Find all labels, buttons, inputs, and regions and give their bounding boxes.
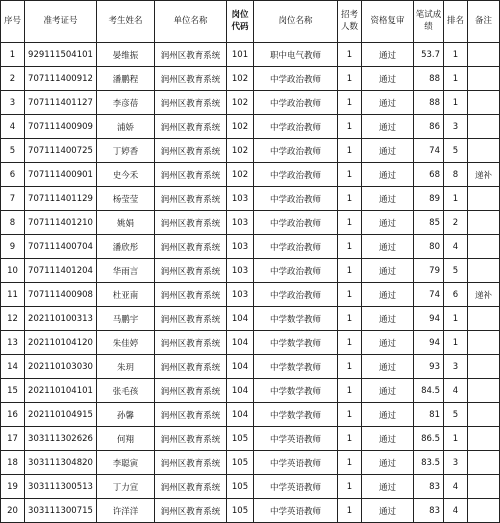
cell-name: 晏维振 bbox=[97, 43, 155, 67]
cell-rank: 4 bbox=[444, 235, 468, 259]
header-post-code-line2: 代码 bbox=[231, 21, 249, 32]
cell-exam-no: 303111304820 bbox=[25, 451, 97, 475]
cell-seq: 15 bbox=[1, 379, 25, 403]
table-row bbox=[1, 43, 500, 67]
cell-name: 何翔 bbox=[97, 427, 155, 451]
cell-post-name: 职中电气教师 bbox=[254, 43, 338, 67]
table-row bbox=[1, 259, 500, 283]
cell-seq: 14 bbox=[1, 355, 25, 379]
table-row bbox=[1, 403, 500, 427]
cell-post-name: 中学政治教师 bbox=[254, 115, 338, 139]
cell-note: 递补 bbox=[468, 163, 500, 187]
cell-name: 潘鹏程 bbox=[97, 67, 155, 91]
cell-post-name: 中学政治教师 bbox=[254, 187, 338, 211]
cell-rank: 5 bbox=[444, 403, 468, 427]
cell-seq: 5 bbox=[1, 139, 25, 163]
table-row bbox=[1, 307, 500, 331]
cell-hire-count: 1 bbox=[338, 139, 362, 163]
cell-review: 通过 bbox=[362, 187, 414, 211]
table-header-row bbox=[1, 1, 500, 43]
cell-note bbox=[468, 139, 500, 163]
cell-seq: 2 bbox=[1, 67, 25, 91]
cell-post-code: 104 bbox=[227, 379, 254, 403]
header-rank: 排名 bbox=[444, 1, 468, 43]
table-row bbox=[1, 187, 500, 211]
cell-post-code: 103 bbox=[227, 283, 254, 307]
cell-unit: 润州区教育系统 bbox=[155, 43, 227, 67]
cell-review: 通过 bbox=[362, 379, 414, 403]
cell-review: 通过 bbox=[362, 43, 414, 67]
cell-exam-no: 303111302626 bbox=[25, 427, 97, 451]
cell-exam-no: 202110104915 bbox=[25, 403, 97, 427]
cell-name: 孙馨 bbox=[97, 403, 155, 427]
table-row bbox=[1, 211, 500, 235]
cell-exam-no: 707111400912 bbox=[25, 67, 97, 91]
cell-unit: 润州区教育系统 bbox=[155, 379, 227, 403]
cell-review: 通过 bbox=[362, 403, 414, 427]
cell-name: 姚娟 bbox=[97, 211, 155, 235]
cell-exam-no: 929111504101 bbox=[25, 43, 97, 67]
table-row bbox=[1, 235, 500, 259]
header-score bbox=[414, 1, 444, 43]
table-row bbox=[1, 91, 500, 115]
cell-unit: 润州区教育系统 bbox=[155, 283, 227, 307]
cell-unit: 润州区教育系统 bbox=[155, 235, 227, 259]
cell-seq: 8 bbox=[1, 211, 25, 235]
cell-name: 华雨言 bbox=[97, 259, 155, 283]
cell-rank: 2 bbox=[444, 211, 468, 235]
cell-post-code: 104 bbox=[227, 403, 254, 427]
cell-post-name: 中学政治教师 bbox=[254, 139, 338, 163]
cell-review: 通过 bbox=[362, 451, 414, 475]
cell-unit: 润州区教育系统 bbox=[155, 475, 227, 499]
cell-review: 通过 bbox=[362, 211, 414, 235]
cell-rank: 4 bbox=[444, 379, 468, 403]
cell-hire-count: 1 bbox=[338, 403, 362, 427]
cell-exam-no: 303111300513 bbox=[25, 475, 97, 499]
header-note: 备注 bbox=[468, 1, 500, 43]
cell-post-code: 104 bbox=[227, 331, 254, 355]
cell-rank: 6 bbox=[444, 283, 468, 307]
cell-review: 通过 bbox=[362, 67, 414, 91]
header-unit: 单位名称 bbox=[155, 1, 227, 43]
cell-post-code: 102 bbox=[227, 91, 254, 115]
cell-post-code: 104 bbox=[227, 307, 254, 331]
cell-unit: 润州区教育系统 bbox=[155, 91, 227, 115]
cell-note bbox=[468, 379, 500, 403]
cell-score: 80 bbox=[414, 235, 444, 259]
cell-review: 通过 bbox=[362, 91, 414, 115]
cell-note bbox=[468, 91, 500, 115]
cell-post-name: 中学政治教师 bbox=[254, 91, 338, 115]
cell-note bbox=[468, 187, 500, 211]
table-row bbox=[1, 499, 500, 523]
cell-exam-no: 707111400704 bbox=[25, 235, 97, 259]
table-body bbox=[1, 43, 500, 523]
cell-post-code: 102 bbox=[227, 115, 254, 139]
cell-post-code: 105 bbox=[227, 427, 254, 451]
cell-hire-count: 1 bbox=[338, 163, 362, 187]
cell-post-code: 103 bbox=[227, 187, 254, 211]
header-score-line2: 绩 bbox=[424, 21, 433, 32]
cell-exam-no: 707111400901 bbox=[25, 163, 97, 187]
cell-seq: 4 bbox=[1, 115, 25, 139]
header-score-line1: 笔试成 bbox=[415, 10, 442, 21]
cell-post-name: 中学数学教师 bbox=[254, 307, 338, 331]
cell-review: 通过 bbox=[362, 355, 414, 379]
cell-hire-count: 1 bbox=[338, 451, 362, 475]
cell-rank: 3 bbox=[444, 115, 468, 139]
cell-name: 许洋洋 bbox=[97, 499, 155, 523]
cell-unit: 润州区教育系统 bbox=[155, 115, 227, 139]
cell-post-code: 105 bbox=[227, 451, 254, 475]
cell-note bbox=[468, 475, 500, 499]
cell-unit: 润州区教育系统 bbox=[155, 187, 227, 211]
cell-name: 马鹏宇 bbox=[97, 307, 155, 331]
table-row bbox=[1, 355, 500, 379]
cell-unit: 润州区教育系统 bbox=[155, 259, 227, 283]
cell-review: 通过 bbox=[362, 163, 414, 187]
cell-unit: 润州区教育系统 bbox=[155, 451, 227, 475]
cell-seq: 3 bbox=[1, 91, 25, 115]
cell-post-code: 105 bbox=[227, 475, 254, 499]
cell-rank: 8 bbox=[444, 163, 468, 187]
table-row bbox=[1, 427, 500, 451]
header-review: 资格复审 bbox=[362, 1, 414, 43]
cell-seq: 20 bbox=[1, 499, 25, 523]
cell-seq: 10 bbox=[1, 259, 25, 283]
cell-score: 88 bbox=[414, 67, 444, 91]
cell-name: 朱玥 bbox=[97, 355, 155, 379]
cell-unit: 润州区教育系统 bbox=[155, 331, 227, 355]
cell-seq: 19 bbox=[1, 475, 25, 499]
cell-review: 通过 bbox=[362, 259, 414, 283]
cell-name: 丁力宣 bbox=[97, 475, 155, 499]
cell-exam-no: 202110103030 bbox=[25, 355, 97, 379]
cell-exam-no: 707111401204 bbox=[25, 259, 97, 283]
cell-note bbox=[468, 235, 500, 259]
cell-post-code: 103 bbox=[227, 211, 254, 235]
cell-post-code: 103 bbox=[227, 259, 254, 283]
cell-name: 朱佳婷 bbox=[97, 331, 155, 355]
cell-hire-count: 1 bbox=[338, 67, 362, 91]
cell-hire-count: 1 bbox=[338, 355, 362, 379]
cell-post-name: 中学英语教师 bbox=[254, 475, 338, 499]
cell-hire-count: 1 bbox=[338, 307, 362, 331]
cell-name: 李聪寅 bbox=[97, 451, 155, 475]
cell-review: 通过 bbox=[362, 331, 414, 355]
cell-seq: 1 bbox=[1, 43, 25, 67]
cell-hire-count: 1 bbox=[338, 475, 362, 499]
cell-review: 通过 bbox=[362, 475, 414, 499]
cell-score: 83.5 bbox=[414, 451, 444, 475]
cell-score: 74 bbox=[414, 139, 444, 163]
cell-name: 丁婷香 bbox=[97, 139, 155, 163]
cell-post-name: 中学政治教师 bbox=[254, 67, 338, 91]
cell-post-name: 中学英语教师 bbox=[254, 451, 338, 475]
cell-post-code: 102 bbox=[227, 67, 254, 91]
cell-name: 潘欣彤 bbox=[97, 235, 155, 259]
cell-seq: 16 bbox=[1, 403, 25, 427]
header-hire-count bbox=[338, 1, 362, 43]
cell-note bbox=[468, 403, 500, 427]
cell-score: 88 bbox=[414, 91, 444, 115]
cell-name: 张毛孩 bbox=[97, 379, 155, 403]
table-row bbox=[1, 379, 500, 403]
cell-score: 84.5 bbox=[414, 379, 444, 403]
cell-review: 通过 bbox=[362, 139, 414, 163]
cell-review: 通过 bbox=[362, 307, 414, 331]
table-row bbox=[1, 283, 500, 307]
cell-name: 浦娇 bbox=[97, 115, 155, 139]
cell-score: 81 bbox=[414, 403, 444, 427]
cell-note bbox=[468, 211, 500, 235]
cell-unit: 润州区教育系统 bbox=[155, 307, 227, 331]
cell-name: 史今禾 bbox=[97, 163, 155, 187]
cell-score: 74 bbox=[414, 283, 444, 307]
header-hire-line2: 人数 bbox=[340, 21, 358, 32]
cell-rank: 1 bbox=[444, 67, 468, 91]
cell-review: 通过 bbox=[362, 115, 414, 139]
cell-rank: 1 bbox=[444, 307, 468, 331]
cell-post-name: 中学英语教师 bbox=[254, 427, 338, 451]
cell-rank: 5 bbox=[444, 139, 468, 163]
cell-score: 93 bbox=[414, 355, 444, 379]
cell-score: 79 bbox=[414, 259, 444, 283]
cell-unit: 润州区教育系统 bbox=[155, 139, 227, 163]
cell-exam-no: 707111401127 bbox=[25, 91, 97, 115]
cell-seq: 7 bbox=[1, 187, 25, 211]
cell-seq: 13 bbox=[1, 331, 25, 355]
cell-exam-no: 707111400725 bbox=[25, 139, 97, 163]
cell-name: 杜亚南 bbox=[97, 283, 155, 307]
table-row bbox=[1, 139, 500, 163]
cell-rank: 1 bbox=[444, 427, 468, 451]
cell-unit: 润州区教育系统 bbox=[155, 403, 227, 427]
header-post-name: 岗位名称 bbox=[254, 1, 338, 43]
cell-seq: 17 bbox=[1, 427, 25, 451]
cell-note bbox=[468, 307, 500, 331]
cell-review: 通过 bbox=[362, 427, 414, 451]
cell-note bbox=[468, 331, 500, 355]
cell-post-code: 105 bbox=[227, 499, 254, 523]
cell-unit: 润州区教育系统 bbox=[155, 67, 227, 91]
cell-unit: 润州区教育系统 bbox=[155, 499, 227, 523]
table-row bbox=[1, 451, 500, 475]
cell-note bbox=[468, 43, 500, 67]
cell-hire-count: 1 bbox=[338, 499, 362, 523]
cell-rank: 5 bbox=[444, 259, 468, 283]
cell-hire-count: 1 bbox=[338, 115, 362, 139]
cell-hire-count: 1 bbox=[338, 427, 362, 451]
cell-score: 68 bbox=[414, 163, 444, 187]
cell-rank: 1 bbox=[444, 331, 468, 355]
cell-seq: 9 bbox=[1, 235, 25, 259]
cell-note bbox=[468, 499, 500, 523]
cell-review: 通过 bbox=[362, 235, 414, 259]
table-row bbox=[1, 67, 500, 91]
cell-review: 通过 bbox=[362, 283, 414, 307]
cell-score: 83 bbox=[414, 475, 444, 499]
cell-hire-count: 1 bbox=[338, 187, 362, 211]
cell-name: 李彦蓓 bbox=[97, 91, 155, 115]
cell-unit: 润州区教育系统 bbox=[155, 163, 227, 187]
cell-unit: 润州区教育系统 bbox=[155, 355, 227, 379]
cell-review: 通过 bbox=[362, 499, 414, 523]
cell-note bbox=[468, 427, 500, 451]
cell-note bbox=[468, 115, 500, 139]
header-hire-line1: 招考 bbox=[340, 10, 358, 21]
cell-note bbox=[468, 355, 500, 379]
cell-exam-no: 707111401210 bbox=[25, 211, 97, 235]
cell-score: 86 bbox=[414, 115, 444, 139]
header-name: 考生姓名 bbox=[97, 1, 155, 43]
cell-seq: 11 bbox=[1, 283, 25, 307]
cell-score: 94 bbox=[414, 331, 444, 355]
cell-seq: 12 bbox=[1, 307, 25, 331]
cell-exam-no: 303111300715 bbox=[25, 499, 97, 523]
cell-hire-count: 1 bbox=[338, 43, 362, 67]
header-post-code bbox=[227, 1, 254, 43]
cell-exam-no: 202110100313 bbox=[25, 307, 97, 331]
cell-exam-no: 707111400908 bbox=[25, 283, 97, 307]
cell-hire-count: 1 bbox=[338, 235, 362, 259]
cell-post-code: 102 bbox=[227, 139, 254, 163]
cell-post-name: 中学政治教师 bbox=[254, 163, 338, 187]
cell-hire-count: 1 bbox=[338, 211, 362, 235]
cell-post-name: 中学数学教师 bbox=[254, 331, 338, 355]
cell-post-name: 中学数学教师 bbox=[254, 403, 338, 427]
cell-hire-count: 1 bbox=[338, 379, 362, 403]
cell-note bbox=[468, 67, 500, 91]
cell-hire-count: 1 bbox=[338, 91, 362, 115]
cell-note: 递补 bbox=[468, 283, 500, 307]
header-exam-no: 准考证号 bbox=[25, 1, 97, 43]
cell-seq: 18 bbox=[1, 451, 25, 475]
table-row bbox=[1, 115, 500, 139]
cell-exam-no: 707111400909 bbox=[25, 115, 97, 139]
cell-rank: 1 bbox=[444, 187, 468, 211]
cell-score: 53.7 bbox=[414, 43, 444, 67]
cell-rank: 1 bbox=[444, 43, 468, 67]
cell-hire-count: 1 bbox=[338, 259, 362, 283]
cell-post-code: 103 bbox=[227, 235, 254, 259]
cell-unit: 润州区教育系统 bbox=[155, 211, 227, 235]
cell-note bbox=[468, 259, 500, 283]
cell-score: 83 bbox=[414, 499, 444, 523]
cell-post-name: 中学政治教师 bbox=[254, 235, 338, 259]
cell-score: 86.5 bbox=[414, 427, 444, 451]
cell-post-name: 中学数学教师 bbox=[254, 355, 338, 379]
cell-hire-count: 1 bbox=[338, 283, 362, 307]
table-row bbox=[1, 475, 500, 499]
cell-exam-no: 202110104120 bbox=[25, 331, 97, 355]
cell-post-code: 102 bbox=[227, 163, 254, 187]
cell-rank: 1 bbox=[444, 91, 468, 115]
cell-note bbox=[468, 451, 500, 475]
cell-rank: 4 bbox=[444, 475, 468, 499]
cell-score: 89 bbox=[414, 187, 444, 211]
cell-name: 杨莹莹 bbox=[97, 187, 155, 211]
cell-post-name: 中学英语教师 bbox=[254, 499, 338, 523]
cell-post-code: 101 bbox=[227, 43, 254, 67]
header-post-code-line1: 岗位 bbox=[231, 10, 249, 21]
cell-post-name: 中学政治教师 bbox=[254, 283, 338, 307]
cell-post-name: 中学数学教师 bbox=[254, 379, 338, 403]
cell-post-name: 中学政治教师 bbox=[254, 211, 338, 235]
cell-rank: 3 bbox=[444, 451, 468, 475]
cell-post-name: 中学政治教师 bbox=[254, 259, 338, 283]
cell-hire-count: 1 bbox=[338, 331, 362, 355]
cell-exam-no: 707111401129 bbox=[25, 187, 97, 211]
cell-rank: 3 bbox=[444, 355, 468, 379]
cell-unit: 润州区教育系统 bbox=[155, 427, 227, 451]
header-seq: 序号 bbox=[1, 1, 25, 43]
table-row bbox=[1, 163, 500, 187]
table-row bbox=[1, 331, 500, 355]
cell-exam-no: 202110104101 bbox=[25, 379, 97, 403]
cell-score: 94 bbox=[414, 307, 444, 331]
cell-rank: 4 bbox=[444, 499, 468, 523]
cell-post-code: 104 bbox=[227, 355, 254, 379]
cell-score: 85 bbox=[414, 211, 444, 235]
cell-seq: 6 bbox=[1, 163, 25, 187]
